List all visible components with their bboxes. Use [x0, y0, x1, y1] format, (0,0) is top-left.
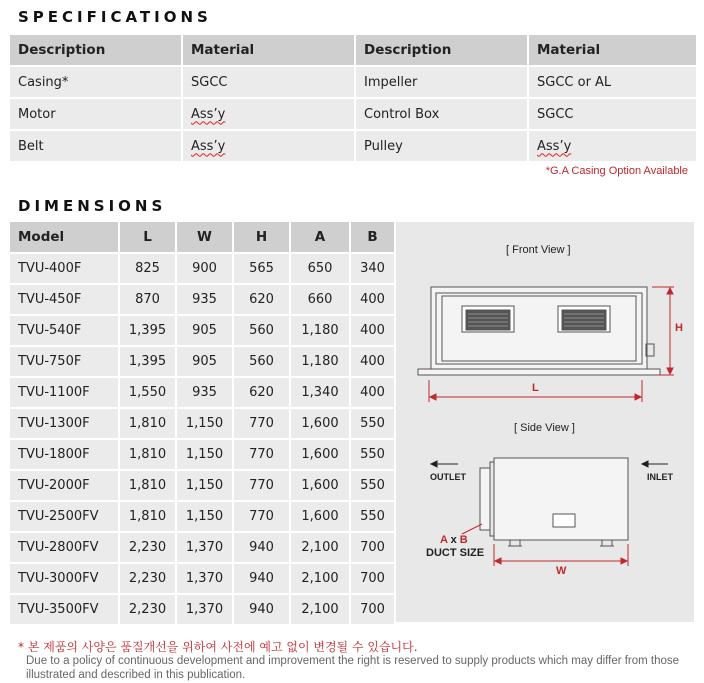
dim-value-cell: 900: [177, 252, 234, 283]
dim-value-cell: 1,600: [291, 407, 351, 438]
spec-cell: Motor: [10, 97, 183, 129]
dim-header-a: A: [291, 222, 351, 252]
dim-row: [10, 345, 394, 376]
dim-row: [10, 593, 394, 624]
dim-model-cell: TVU-450F: [10, 283, 120, 314]
dim-value-cell: 2,100: [291, 593, 351, 624]
dim-row: [10, 438, 394, 469]
dim-value-cell: 1,550: [120, 376, 177, 407]
dim-model-cell: TVU-1800F: [10, 438, 120, 469]
dim-value-cell: 560: [234, 345, 291, 376]
duct-b-label: B: [459, 534, 468, 546]
dim-value-cell: 565: [234, 252, 291, 283]
dim-model-cell: TVU-1100F: [10, 376, 120, 407]
spec-cell: Belt: [10, 129, 183, 161]
duct-ab-label: [440, 534, 468, 546]
dim-value-cell: 340: [351, 252, 394, 283]
spec-row: [10, 65, 696, 97]
spec-cell: [183, 97, 356, 129]
dim-value-cell: 2,230: [120, 593, 177, 624]
spec-header-material: Material: [183, 35, 356, 65]
dim-value-cell: 650: [291, 252, 351, 283]
w-dimension-marker: [494, 544, 628, 566]
footer-korean-note: * 본 제품의 사양은 품질개선을 위하여 사전에 예고 없이 변경될 수 있습니다.: [18, 640, 418, 654]
w-label: W: [556, 565, 567, 577]
dim-model-cell: TVU-1300F: [10, 407, 120, 438]
spec-cell-text: Ass’y: [537, 138, 572, 154]
dim-header-model: Model: [10, 222, 120, 252]
dim-value-cell: 550: [351, 407, 394, 438]
dim-value-cell: 1,370: [177, 531, 234, 562]
spec-cell: Casing*: [10, 65, 183, 97]
dim-value-cell: 400: [351, 345, 394, 376]
dim-value-cell: 700: [351, 531, 394, 562]
dim-value-cell: 935: [177, 376, 234, 407]
dim-value-cell: 905: [177, 345, 234, 376]
dim-model-cell: TVU-2500FV: [10, 500, 120, 531]
spec-cell: Control Box: [356, 97, 529, 129]
side-view-drawing: [480, 458, 628, 546]
duct-x-label: x: [450, 534, 457, 546]
side-view-label: [ Side View ]: [514, 422, 575, 434]
spec-cell: SGCC: [529, 97, 696, 129]
l-label: L: [532, 382, 539, 394]
dim-value-cell: 770: [234, 500, 291, 531]
dim-value-cell: 770: [234, 438, 291, 469]
dim-value-cell: 400: [351, 376, 394, 407]
dimensions-table: [10, 222, 394, 624]
dim-row: [10, 407, 394, 438]
duct-a-label: A: [440, 534, 448, 546]
dim-value-cell: 1,600: [291, 438, 351, 469]
spec-cell-text: Ass’y: [191, 138, 226, 154]
dim-value-cell: 905: [177, 314, 234, 345]
spec-cell: Impeller: [356, 65, 529, 97]
dim-model-cell: TVU-3000FV: [10, 562, 120, 593]
dim-value-cell: 1,395: [120, 345, 177, 376]
dim-value-cell: 2,230: [120, 531, 177, 562]
dim-row: [10, 531, 394, 562]
dim-value-cell: 1,810: [120, 469, 177, 500]
dimension-drawing-panel: [396, 222, 694, 622]
dim-value-cell: 620: [234, 283, 291, 314]
dim-model-cell: TVU-2000F: [10, 469, 120, 500]
footer-english-note: Due to a policy of continuous development and improvement the right is reserved to supply products which may differ from those illustrated and described in this publication.: [26, 655, 680, 681]
dim-value-cell: 1,150: [177, 407, 234, 438]
unit-drawing: [396, 222, 694, 622]
dim-model-cell: TVU-540F: [10, 314, 120, 345]
dim-value-cell: 940: [234, 562, 291, 593]
dim-value-cell: 1,150: [177, 438, 234, 469]
dim-header-b: B: [351, 222, 394, 252]
dim-value-cell: 2,100: [291, 531, 351, 562]
dim-value-cell: 870: [120, 283, 177, 314]
spec-header-description: Description: [356, 35, 529, 65]
dim-value-cell: 1,810: [120, 500, 177, 531]
duct-size-label: DUCT SIZE: [426, 547, 485, 559]
dim-row: [10, 314, 394, 345]
dimensions-title: DIMENSIONS: [18, 197, 167, 215]
specifications-table: [10, 35, 696, 161]
dim-value-cell: 1,600: [291, 469, 351, 500]
dim-header-h: H: [234, 222, 291, 252]
inlet-label: INLET: [647, 472, 673, 482]
specifications-title: SPECIFICATIONS: [18, 8, 212, 26]
front-view-drawing: [418, 287, 660, 375]
dim-model-cell: TVU-2800FV: [10, 531, 120, 562]
dim-value-cell: 550: [351, 469, 394, 500]
dim-value-cell: 1,810: [120, 438, 177, 469]
dim-value-cell: 940: [234, 531, 291, 562]
dim-value-cell: 1,600: [291, 500, 351, 531]
dim-value-cell: 935: [177, 283, 234, 314]
dim-body: [10, 252, 394, 624]
dim-value-cell: 1,180: [291, 314, 351, 345]
dim-value-cell: 550: [351, 438, 394, 469]
spec-row: [10, 97, 696, 129]
dim-value-cell: 940: [234, 593, 291, 624]
dim-value-cell: 1,180: [291, 345, 351, 376]
dim-value-cell: 2,230: [120, 562, 177, 593]
spec-cell: Pulley: [356, 129, 529, 161]
dim-value-cell: 400: [351, 314, 394, 345]
outlet-arrow-icon: [431, 461, 458, 467]
dim-value-cell: 770: [234, 407, 291, 438]
dim-value-cell: 620: [234, 376, 291, 407]
dim-header-row: [10, 222, 394, 252]
dim-value-cell: 1,395: [120, 314, 177, 345]
inlet-arrow-icon: [642, 461, 668, 467]
dim-value-cell: 700: [351, 593, 394, 624]
dim-row: [10, 500, 394, 531]
front-view-label: [ Front View ]: [506, 244, 571, 256]
dim-value-cell: 700: [351, 562, 394, 593]
dim-row: [10, 376, 394, 407]
dim-model-cell: TVU-750F: [10, 345, 120, 376]
dim-header-l: L: [120, 222, 177, 252]
dim-value-cell: 1,340: [291, 376, 351, 407]
dim-value-cell: 2,100: [291, 562, 351, 593]
spec-header-row: [10, 35, 696, 65]
spec-row: [10, 129, 696, 161]
spec-cell: [529, 129, 696, 161]
casing-option-note: *G.A Casing Option Available: [545, 165, 688, 177]
dim-value-cell: 825: [120, 252, 177, 283]
dim-row: [10, 562, 394, 593]
dim-value-cell: 1,150: [177, 500, 234, 531]
dim-row: [10, 469, 394, 500]
spec-header-material: Material: [529, 35, 696, 65]
dim-row: [10, 283, 394, 314]
dim-value-cell: 550: [351, 500, 394, 531]
spec-header-description: Description: [10, 35, 183, 65]
h-dimension-marker: [652, 287, 674, 375]
dim-value-cell: 1,810: [120, 407, 177, 438]
dim-value-cell: 1,150: [177, 469, 234, 500]
dim-value-cell: 660: [291, 283, 351, 314]
outlet-label: OUTLET: [430, 472, 466, 482]
dim-value-cell: 400: [351, 283, 394, 314]
dim-value-cell: 560: [234, 314, 291, 345]
dim-row: [10, 252, 394, 283]
dim-model-cell: TVU-400F: [10, 252, 120, 283]
dim-header-w: W: [177, 222, 234, 252]
dim-model-cell: TVU-3500FV: [10, 593, 120, 624]
spec-cell: SGCC: [183, 65, 356, 97]
spec-cell: [183, 129, 356, 161]
dim-value-cell: 770: [234, 469, 291, 500]
dim-value-cell: 1,370: [177, 593, 234, 624]
h-label: H: [675, 322, 683, 334]
dim-value-cell: 1,370: [177, 562, 234, 593]
spec-cell: SGCC or AL: [529, 65, 696, 97]
spec-cell-text: Ass’y: [191, 106, 226, 122]
duct-pointer: [462, 524, 482, 534]
